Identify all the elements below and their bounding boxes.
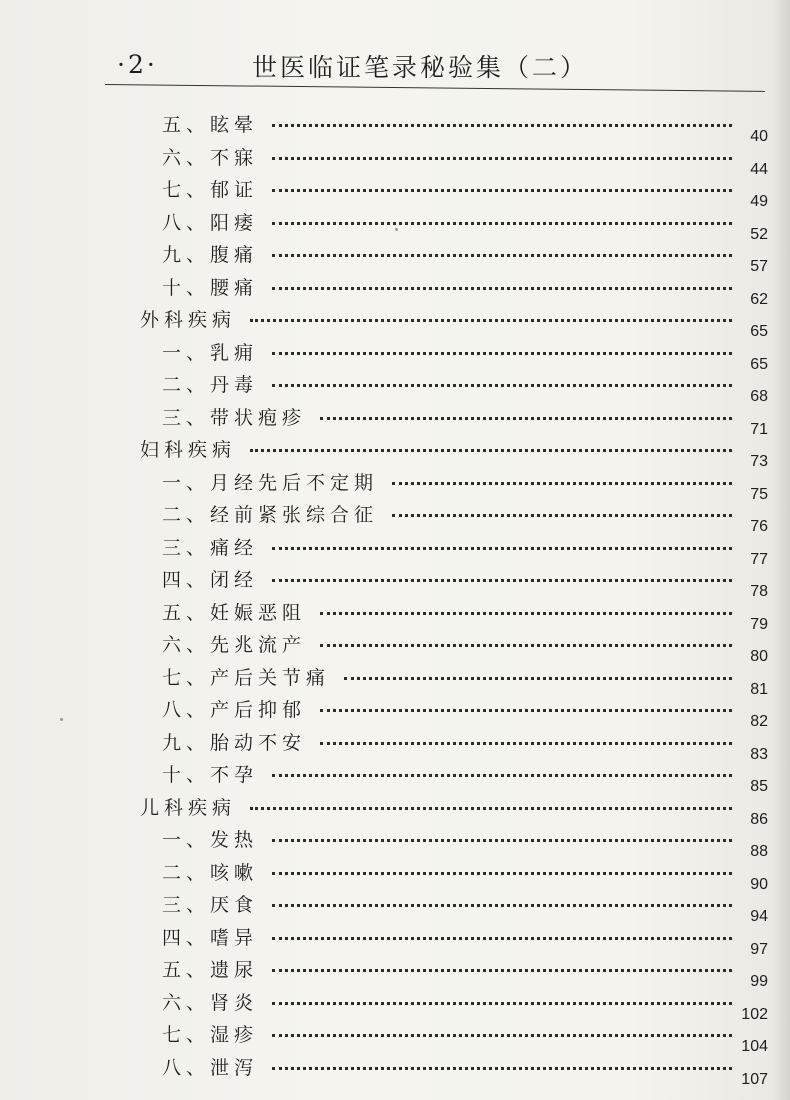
toc-entry-label: 八、泄泻: [162, 1056, 259, 1079]
toc-page-number: 44: [750, 160, 768, 178]
toc-entry-row: [0, 498, 790, 535]
dotted-leader: [272, 1002, 732, 1005]
dotted-leader: [272, 189, 732, 192]
toc-entry-label: 一、乳痈: [162, 341, 259, 364]
toc-entry-label: 二、咳嗽: [162, 861, 259, 884]
dotted-leader: [272, 157, 732, 160]
toc-page-number: 40: [750, 128, 768, 145]
dotted-leader: [250, 449, 732, 452]
toc-page-number: 81: [750, 680, 768, 698]
dotted-leader: [250, 807, 732, 810]
toc-page-number: 85: [750, 778, 768, 795]
book-title: 世医临证笔录秘验集（二）: [252, 53, 589, 82]
dotted-leader: [320, 644, 732, 647]
toc-entry-label: 八、阳痿: [162, 211, 259, 234]
toc-entry-row: [0, 108, 790, 145]
toc-page-number: 107: [741, 1070, 768, 1088]
toc-page-number: 86: [750, 810, 768, 828]
toc-page-number: 73: [750, 453, 768, 470]
toc-page-number: 52: [750, 225, 768, 243]
toc-entry-label: 六、肾炎: [162, 991, 259, 1014]
toc-entry-label: 三、带状疱疹: [162, 406, 307, 429]
dotted-leader: [272, 904, 732, 907]
toc-entry-row: [0, 401, 790, 438]
toc-page-number: 104: [741, 1038, 768, 1055]
toc-entry-label: 七、产后关节痛: [162, 666, 331, 689]
toc-page-number: 68: [750, 388, 768, 405]
paper-speck: [395, 228, 398, 231]
toc-entry-label: 五、眩晕: [162, 114, 259, 136]
toc-entry-row: [0, 661, 790, 698]
toc-section-row: [0, 433, 790, 470]
toc-page-number: 78: [750, 583, 768, 600]
toc-entry-label: 五、妊娠恶阻: [162, 601, 307, 624]
toc-entry-label: 六、先兆流产: [162, 634, 307, 656]
dotted-leader: [392, 482, 732, 485]
dotted-leader: [272, 1034, 732, 1037]
toc-entry-row: [0, 628, 790, 665]
toc-entry-label: 七、湿疹: [162, 1024, 259, 1046]
toc-entry-row: [0, 368, 790, 405]
toc-entry-row: [0, 758, 790, 795]
toc-entry-label: 二、丹毒: [162, 374, 259, 396]
toc-page-number: 94: [750, 908, 768, 925]
dotted-leader: [320, 742, 732, 745]
toc-entry-label: 十、腰痛: [162, 276, 259, 299]
toc-page-number: 71: [750, 420, 768, 438]
toc-entry-row: [0, 336, 790, 373]
dotted-leader: [272, 384, 732, 387]
dotted-leader: [320, 612, 732, 615]
toc-page-number: 62: [750, 290, 768, 308]
header-rule: [105, 84, 765, 92]
toc-entry-row: [0, 238, 790, 275]
toc-entry-label: 一、月经先后不定期: [162, 471, 379, 494]
toc-page-number: 88: [750, 843, 768, 860]
dotted-leader: [272, 937, 732, 940]
toc-entry-label: 十、不孕: [162, 764, 259, 786]
toc-entry-row: [0, 563, 790, 600]
toc-entry-label: 四、闭经: [162, 569, 259, 591]
toc-entry-row: [0, 823, 790, 860]
toc-entry-label: 五、遗尿: [162, 959, 259, 981]
toc-entry-row: [0, 596, 790, 633]
dotted-leader: [272, 254, 732, 257]
toc-page-number: 76: [750, 518, 768, 535]
page-number: ·2·: [117, 50, 158, 79]
toc-page-number: 65: [750, 323, 768, 340]
toc-entry-row: [0, 726, 790, 763]
table-of-contents: [0, 108, 790, 1088]
toc-entry-label: 六、不寐: [162, 146, 259, 169]
toc-entry-row: [0, 1018, 790, 1055]
toc-entry-label: 一、发热: [162, 829, 259, 851]
dotted-leader: [272, 124, 732, 127]
toc-entry-label: 儿科疾病: [140, 796, 237, 819]
toc-page-number: 82: [750, 713, 768, 730]
toc-page-number: 49: [750, 193, 768, 210]
paper-speck: [60, 718, 63, 721]
dotted-leader: [320, 709, 732, 712]
dotted-leader: [320, 417, 732, 420]
toc-section-row: [0, 303, 790, 340]
toc-entry-row: [0, 1051, 790, 1088]
dotted-leader: [344, 677, 732, 680]
toc-entry-row: [0, 466, 790, 503]
dotted-leader: [392, 514, 732, 517]
toc-entry-row: [0, 856, 790, 893]
toc-entry-row: [0, 141, 790, 178]
toc-page-number: 75: [750, 485, 768, 503]
dotted-leader: [272, 547, 732, 550]
dotted-leader: [272, 222, 732, 225]
toc-entry-label: 九、胎动不安: [162, 731, 307, 754]
toc-entry-label: 九、腹痛: [162, 244, 259, 266]
toc-page-number: 83: [750, 745, 768, 763]
toc-page-number: 90: [750, 875, 768, 893]
toc-entry-row: [0, 986, 790, 1023]
toc-entry-label: 四、嗜异: [162, 926, 259, 949]
toc-page-number: 77: [750, 550, 768, 568]
dotted-leader: [272, 352, 732, 355]
toc-entry-row: [0, 953, 790, 990]
dotted-leader: [250, 319, 732, 322]
toc-page-number: 57: [750, 258, 768, 275]
toc-entry-label: 外科疾病: [140, 309, 237, 331]
dotted-leader: [272, 579, 732, 582]
toc-entry-row: [0, 271, 790, 308]
toc-entry-row: [0, 531, 790, 568]
toc-entry-label: 七、郁证: [162, 179, 259, 201]
toc-page-number: 79: [750, 615, 768, 633]
dotted-leader: [272, 969, 732, 972]
toc-entry-row: [0, 921, 790, 958]
toc-entry-label: 二、经前紧张综合征: [162, 504, 379, 526]
dotted-leader: [272, 287, 732, 290]
toc-page-number: 99: [750, 973, 768, 990]
toc-entry-label: 八、产后抑郁: [162, 699, 307, 721]
toc-entry-row: [0, 206, 790, 243]
toc-page-number: 102: [741, 1005, 768, 1023]
toc-entry-row: [0, 173, 790, 210]
page-header: [0, 0, 790, 100]
dotted-leader: [272, 839, 732, 842]
toc-page-number: 80: [750, 648, 768, 665]
toc-entry-label: 三、厌食: [162, 894, 259, 916]
toc-entry-row: [0, 693, 790, 730]
toc-entry-label: 妇科疾病: [140, 439, 237, 461]
toc-page-number: 65: [750, 355, 768, 373]
toc-section-row: [0, 791, 790, 828]
toc-entry-label: 三、痛经: [162, 536, 259, 559]
toc-entry-row: [0, 888, 790, 925]
toc-page-number: 97: [750, 940, 768, 958]
dotted-leader: [272, 872, 732, 875]
dotted-leader: [272, 774, 732, 777]
dotted-leader: [272, 1067, 732, 1070]
